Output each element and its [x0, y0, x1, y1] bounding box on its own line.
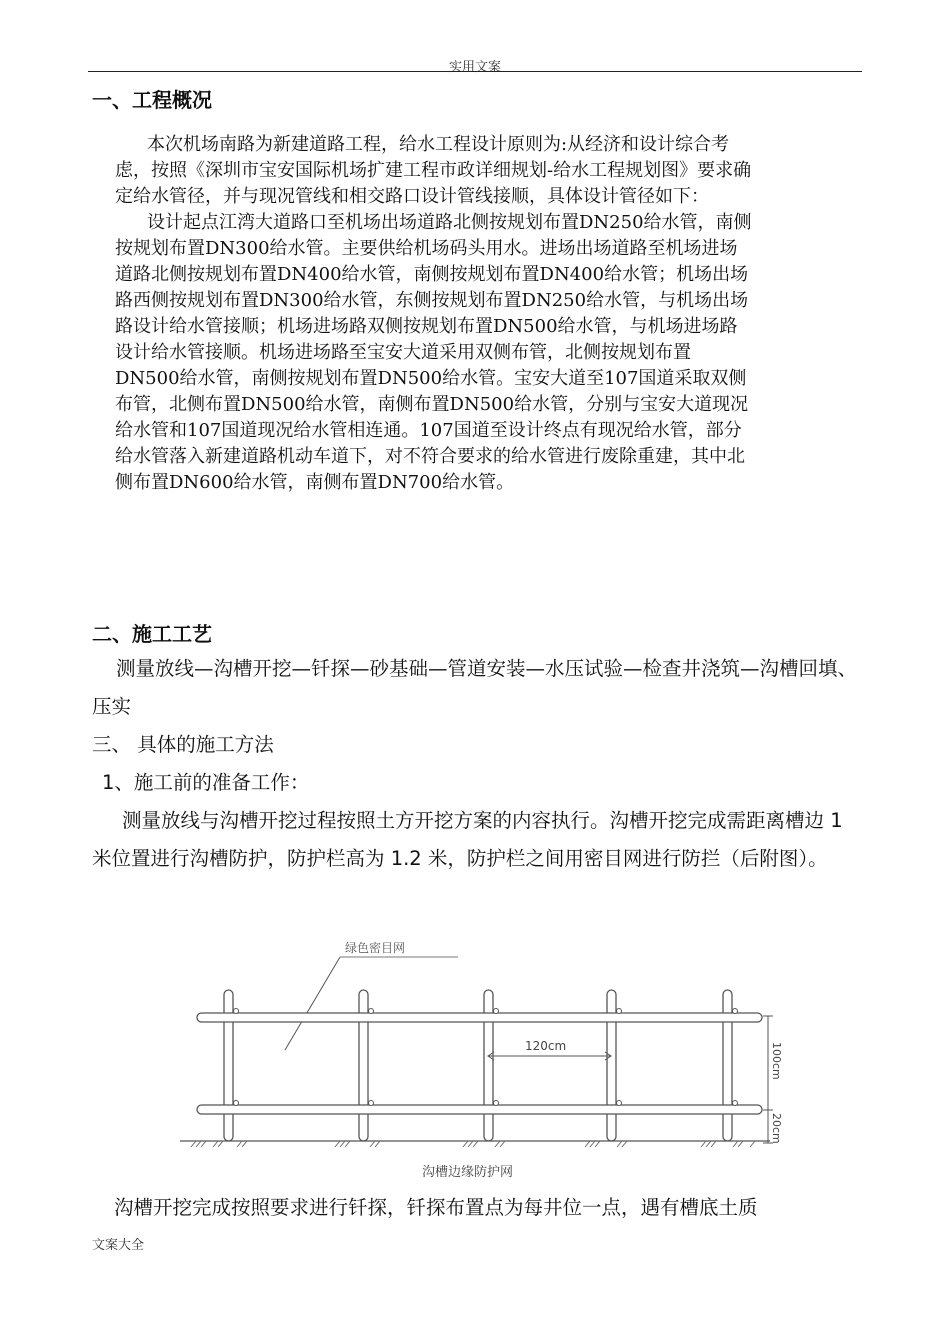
section1-paragraph-1: 本次机场南路为新建道路工程，给水工程设计原则为:从经济和设计综合考虑，按照《深圳市宝安国际机场扩建工程市政详细规划-给水工程规划图》要求确定给水管径，并与现况管线和相交路口设计管线接顺，具体设计管径如下： [115, 134, 752, 207]
ground-hatching [191, 1141, 755, 1147]
net-leader-line [285, 957, 340, 1050]
process-text: 测量放线—沟槽开挖—钎探—砂基础—管道安装—水压试验—检查井浇筑—沟槽回填、压实 [92, 657, 858, 718]
section3-continued [92, 1189, 862, 1227]
section2-body [92, 650, 862, 878]
section3-paragraph-2: 沟槽开挖完成按照要求进行钎探，钎探布置点为每井位一点，遇有槽底土质 [114, 1196, 758, 1219]
section2-heading: 二、施工工艺 [92, 622, 212, 646]
bottom-rail [197, 1105, 762, 1114]
section1-heading: 一、工程概况 [92, 88, 212, 112]
top-rail [197, 1013, 762, 1022]
fence-figure [170, 930, 800, 1185]
section1-paragraph-2: 设计起点江湾大道路口至机场出场道路北侧按规划布置DN250给水管，南侧按规划布置DN300给水管。主要供给机场码头用水。进场出场道路至机场进场道路北侧按规划布置DN400给水管，南侧按规划布置DN400给水管；机场出场路西侧按规划布置DN300给水管，东侧按规划布置DN250给水管，与机场出场路设计给水管接顺；机场进场路双侧按规划布置DN500给水管，与机场进场路设计给水管接顺。机场进场路至宝安大道采用双侧布管，北侧按规划布置DN500给水管，南侧按规划布置DN500给水管。宝安大道至107国道采取双侧布管，北侧布置DN500给水管，南侧布置DN500给水管，分别与宝安大道现况给水管和107国道现况给水管相连通。107国道至设计终点有现况给水管，部分给水管落入新建道路机动车道下，对不符合要求的给水管进行废除重建，其中北侧布置DN600给水管，南侧布置DN700给水管。 [115, 212, 752, 493]
net-label: 绿色密目网 [345, 941, 406, 955]
header-rule [88, 71, 862, 72]
page-footer: 文案大全 [92, 1238, 145, 1253]
page-header: 实用文案 [448, 60, 501, 75]
height-label-lower: 20cm [770, 1113, 783, 1144]
figure-caption: 沟槽边缘防护网 [422, 1165, 514, 1180]
section3-subheading: 1、施工前的准备工作： [102, 771, 310, 794]
spacing-label: 120cm [525, 1039, 567, 1053]
height-label-upper: 100cm [770, 1042, 783, 1080]
section1-body [115, 132, 755, 496]
section3-paragraph-1: 测量放线与沟槽开挖过程按照土方开挖方案的内容执行。沟槽开挖完成需距离槽边 1 米位置进行沟槽防护，防护栏高为 1.2 米，防护栏之间用密目网进行防拦（后附图）。 [92, 809, 843, 870]
section3-heading: 三、 具体的施工方法 [92, 733, 274, 756]
